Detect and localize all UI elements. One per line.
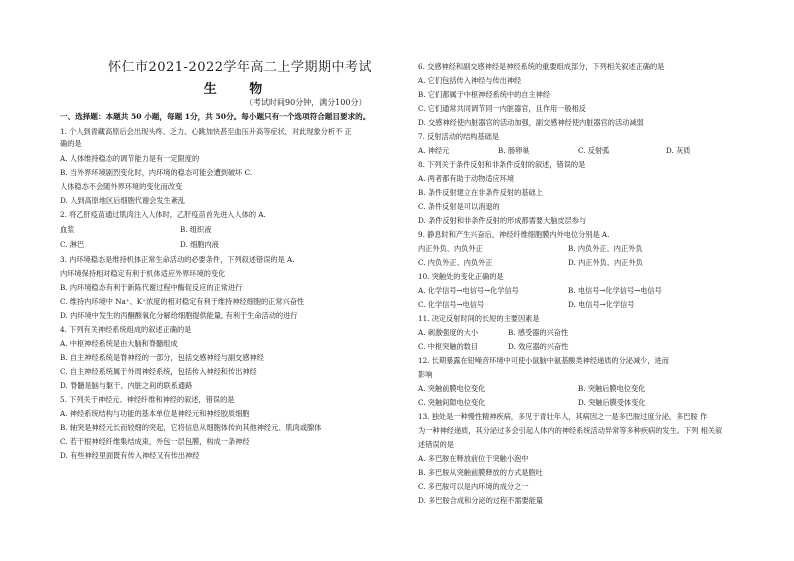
question-text-line: B. 内环境稳态有利于新陈代谢过程中酶促反应的正常进行	[60, 283, 243, 292]
question-text-line: B. 电信号→化学信号→电信号	[568, 286, 662, 295]
question-text-line: 10. 突触处的变化正确的是	[418, 272, 504, 281]
question-text-line: 血浆	[60, 225, 75, 234]
question-text-line: C. 自主神经系统属于外周神经系统，包括传入神经和传出神经	[60, 367, 257, 376]
question-text-line: A. 人体维持稳态的调节能力是有一定限度的	[60, 154, 200, 163]
question-text-line: 4. 下列有关神经系统组成的叙述正确的是	[60, 325, 192, 334]
question-text-line: A. 神经系统结构与功能的基本单位是神经元和神经胶质细胞	[60, 409, 250, 418]
question-text-line: C. 化学信号→电信号	[418, 300, 485, 309]
question-text-line: D. 效应器的兴奋性	[508, 342, 569, 351]
question-text-line: 确的是	[60, 139, 82, 148]
question-text-line: 2. 将乙肝疫苗通过肌肉注入人体时，乙肝疫苗首先进入人体的 A.	[60, 210, 266, 219]
question-text-line: D. 交感神经使内脏器官的活动加强，副交感神经使内脏器官的活动减弱	[418, 118, 644, 127]
question-text-line: 6. 交感神经和副交感神经是神经系统的重要组成部分，下列相关叙述正确的是	[418, 62, 665, 71]
question-text-line: 3. 内环境稳态是维持机体正常生命活动的必要条件，下列叙述错误的是 A.	[60, 255, 295, 264]
question-text-line: 7. 反射活动的结构基础是	[418, 132, 500, 141]
question-text-line: A. 两者都有助于动物适应环境	[418, 174, 515, 183]
question-text-line: C. 多巴胺可以是内环境的成分之一	[418, 482, 529, 491]
question-text-line: 一、选择题：本题共 50 小题，每题 1分，共 50分。每小题只有一个选项符合题目要求的。	[60, 112, 371, 121]
question-text-line: 5. 下列关于神经元、神经纤维和神经的叙述，错误的是	[60, 395, 235, 404]
question-text-line: C. 突触间隙电位变化	[418, 398, 486, 407]
question-text-line: 13. 独处是一种慢性精神疾病，多见于青壮年人，其病因之一是多巴胺过度分泌。多巴胺 作	[418, 412, 708, 421]
question-text-line: C. 淋巴	[60, 240, 85, 249]
question-text-line: 人体稳态不会随外界环境的变化而改变	[60, 182, 183, 191]
question-text-line: C. 反射弧	[578, 146, 610, 155]
question-text-line: D. 内环境中发生的丙酮酸氧化分解给细胞提供能量, 有利于生命活动的进行	[60, 311, 298, 320]
question-text-line: B. 条件反射建立在非条件反射的基础上	[418, 188, 543, 197]
question-text-line: 9. 静息时和产生兴奋后，神经纤维细胞膜内外电位分别是 A.	[418, 230, 610, 239]
question-text-line: D. 细胞内液	[180, 240, 219, 249]
question-text-line: 述错误的是	[418, 440, 454, 449]
question-text-line: A. 突触前膜电位变化	[418, 384, 486, 393]
question-text-line: 影响	[418, 370, 433, 379]
question-text-line: C. 内负外正、内负外正	[418, 258, 493, 267]
question-text-line: C. 若干根神经纤维集结成束，外包一层包膜，构成一条神经	[60, 437, 250, 446]
exam-subject: 生 物	[203, 82, 277, 97]
question-text-line: D. 电信号→化学信号	[568, 300, 635, 309]
question-text-line: D. 多巴胺合成和分泌的过程不需要能量	[418, 496, 544, 505]
question-text-line: B. 轴突是神经元长而较细的突起，它将信息从细胞体传向其他神经元、肌肉或腺体	[60, 423, 322, 432]
question-text-line: C. 维持内环境中 Na⁺、K⁺浓度的相对稳定有利于维持神经细胞的正常兴奋性	[60, 297, 305, 306]
question-text-line: B. 突触后膜电位变化	[578, 384, 646, 393]
question-text-line: D. 内正外负、内正外负	[568, 258, 643, 267]
question-text-line: C. 中枢突触的数目	[418, 342, 479, 351]
question-text-line: 8. 下列关于条件反射和非条件反射的叙述，错误的是	[418, 160, 586, 169]
question-text-line: 11. 决定反射时间的长短的主要因素是	[418, 314, 540, 323]
question-text-line: A. 中枢神经系统是由大脑和脊髓组成	[60, 339, 178, 348]
question-text-line: A. 它们包括传入神经与传出神经	[418, 76, 522, 85]
question-text-line: B. 感受器的兴奋性	[508, 328, 569, 337]
question-text-line: B. 多巴胺从突触前膜释放的方式是胞吐	[418, 468, 543, 477]
question-text-line: B. 肠卵巢	[498, 146, 530, 155]
question-text-line: 内正外负、内负外正	[418, 244, 483, 253]
question-text-line: B. 自主神经系统是脊神经的一部分，包括交感神经与副交感神经	[60, 353, 264, 362]
exam-title: 怀仁市2021-2022学年高二上学期期中考试	[107, 60, 373, 75]
exam-time-score: （考试时间90分钟，满分100分）	[245, 98, 367, 107]
question-text-line: B. 组织液	[180, 225, 212, 234]
question-text-line: D. 有些神经里面既有传入神经又有传出神经	[60, 451, 200, 460]
question-text-line: A. 神经元	[418, 146, 450, 155]
question-text-line: 12. 长期暴露在铅噪音环境中可使小鼠脑中氨基酸类神经递质的分泌减少，进而	[418, 356, 669, 365]
question-text-line: B. 内负外正、内正外负	[568, 244, 643, 253]
question-text-line: D. 人到高原地区后细胞代谢会发生紊乱	[60, 196, 186, 205]
question-text-line: A. 刺激强度的大小	[418, 328, 479, 337]
question-text-line: 1. 个人到青藏高原后会出现头疼、乏力、心跳加快甚至血压升高等症状，对此现象分析不 正	[60, 127, 352, 136]
question-text-line: D. 突触后膜受体变化	[578, 398, 646, 407]
question-text-line: C. 条件反射是可以消退的	[418, 202, 500, 211]
question-text-line: A. 多巴胺在释放前位于突触小泡中	[418, 454, 529, 463]
question-text-line: D. 条件反射和非条件反射的形成都需要大脑皮层参与	[418, 216, 587, 225]
question-text-line: D. 脊髓是脑与躯干、内脏之间的联系通路	[60, 381, 193, 390]
question-text-line: A. 化学信号→电信号→化学信号	[418, 286, 519, 295]
question-text-line: B. 它们都属于中枢神经系统中的自主神经	[418, 90, 551, 99]
question-text-line: C. 它们通常共同调节同一内脏器官，且作用一般相反	[418, 104, 586, 113]
question-text-line: 为一种神经递质，其分泌过多会引起人体内的神经系统活动异常等多种疾病的发生。下列 相关叙	[418, 426, 723, 435]
question-text-line: D. 灰质	[666, 146, 691, 155]
question-text-line: B. 当外界环境剧烈变化时，内环境的稳态可能会遭到破坏 C.	[60, 168, 253, 177]
question-text-line: 内环境保持相对稳定有利于机体适应外界环境的变化	[60, 269, 226, 278]
